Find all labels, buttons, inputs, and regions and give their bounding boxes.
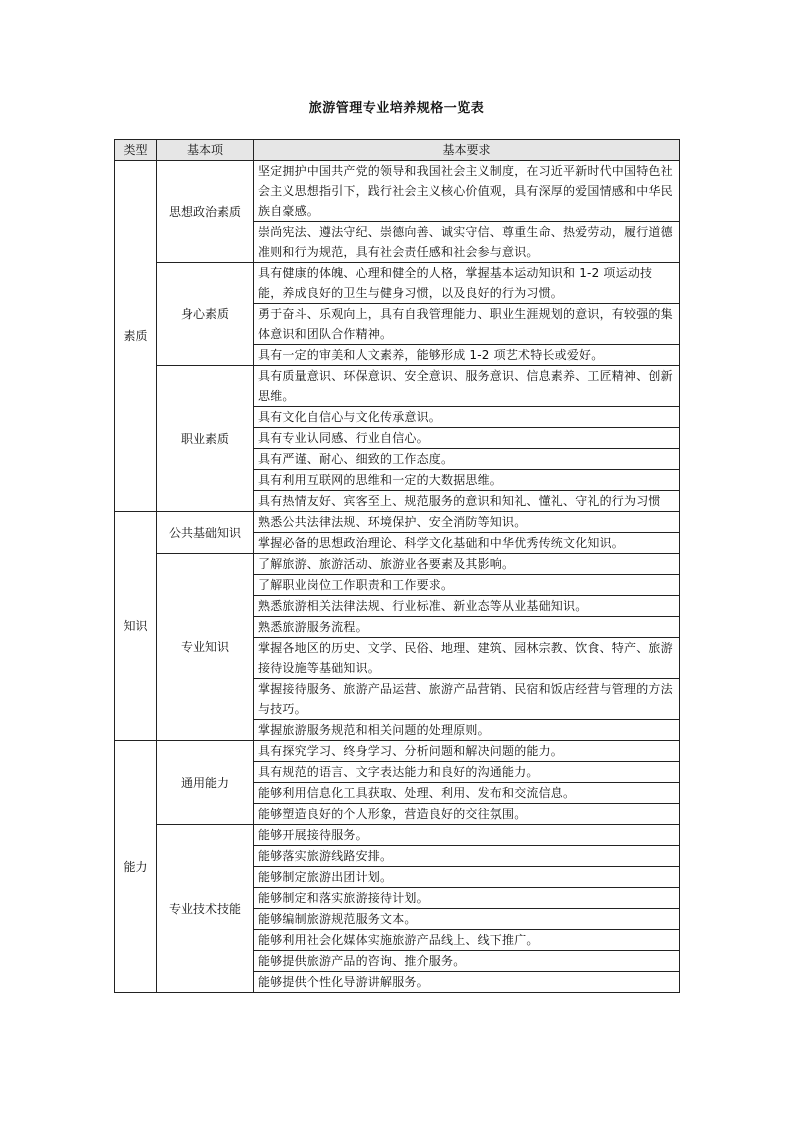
requirement-cell: 掌握旅游服务规范和相关问题的处理原则。 [254, 720, 680, 741]
table-row [115, 263, 680, 304]
requirement-cell: 勇于奋斗、乐观向上，具有自我管理能力、职业生涯规划的意识，有较强的集体意识和团队合作精神。 [254, 304, 680, 345]
type-cell-quality: 素质 [115, 161, 157, 512]
requirement-cell: 能够利用社会化媒体实施旅游产品线上、线下推广。 [254, 930, 680, 951]
item-cell-physical-mental: 身心素质 [157, 263, 254, 366]
requirement-cell: 了解职业岗位工作职责和工作要求。 [254, 575, 680, 596]
table-row [115, 512, 680, 533]
item-cell-public-knowledge: 公共基础知识 [157, 512, 254, 554]
item-cell-professional-skills: 专业技术技能 [157, 825, 254, 993]
table-row [115, 741, 680, 762]
requirement-cell: 具有专业认同感、行业自信心。 [254, 428, 680, 449]
item-cell-professional-quality: 职业素质 [157, 366, 254, 512]
item-cell-professional-knowledge: 专业知识 [157, 554, 254, 741]
requirement-cell: 具有严谨、耐心、细致的工作态度。 [254, 449, 680, 470]
table-row [115, 161, 680, 222]
type-cell-knowledge: 知识 [115, 512, 157, 741]
requirement-cell: 能够制定和落实旅游接待计划。 [254, 888, 680, 909]
requirement-cell: 掌握必备的思想政治理论、科学文化基础和中华优秀传统文化知识。 [254, 533, 680, 554]
requirement-cell: 具有热情友好、宾客至上、规范服务的意识和知礼、懂礼、守礼的行为习惯 [254, 491, 680, 512]
type-cell-ability: 能力 [115, 741, 157, 993]
header-item: 基本项 [157, 140, 254, 161]
requirement-cell: 熟悉旅游服务流程。 [254, 617, 680, 638]
table-header-row [115, 140, 680, 161]
requirement-cell: 能够制定旅游出团计划。 [254, 867, 680, 888]
requirement-cell: 能够落实旅游线路安排。 [254, 846, 680, 867]
requirement-cell: 能够开展接待服务。 [254, 825, 680, 846]
requirement-cell: 了解旅游、旅游活动、旅游业各要素及其影响。 [254, 554, 680, 575]
requirement-cell: 具有健康的体魄、心理和健全的人格，掌握基本运动知识和 1-2 项运动技能，养成良好的卫生与健身习惯，以及良好的行为习惯。 [254, 263, 680, 304]
table-row [115, 554, 680, 575]
requirement-cell: 能够塑造良好的个人形象，营造良好的交往氛围。 [254, 804, 680, 825]
requirement-cell: 崇尚宪法、遵法守纪、崇德向善、诚实守信、尊重生命、热爱劳动，履行道德准则和行为规范，具有社会责任感和社会参与意识。 [254, 222, 680, 263]
requirement-cell: 能够利用信息化工具获取、处理、利用、发布和交流信息。 [254, 783, 680, 804]
header-type: 类型 [115, 140, 157, 161]
requirement-cell: 具有利用互联网的思维和一定的大数据思维。 [254, 470, 680, 491]
item-cell-political: 思想政治素质 [157, 161, 254, 263]
header-requirement: 基本要求 [254, 140, 680, 161]
table-row [115, 825, 680, 846]
requirement-cell: 掌握各地区的历史、文学、民俗、地理、建筑、园林宗教、饮食、特产、旅游接待设施等基础知识。 [254, 638, 680, 679]
document-title: 旅游管理专业培养规格一览表 [308, 101, 485, 116]
requirement-cell: 掌握接待服务、旅游产品运营、旅游产品营销、民宿和饭店经营与管理的方法与技巧。 [254, 679, 680, 720]
requirement-cell: 具有探究学习、终身学习、分析问题和解决问题的能力。 [254, 741, 680, 762]
table-row [115, 366, 680, 407]
requirement-cell: 具有规范的语言、文字表达能力和良好的沟通能力。 [254, 762, 680, 783]
item-cell-general-ability: 通用能力 [157, 741, 254, 825]
requirement-cell: 能够提供个性化导游讲解服务。 [254, 972, 680, 993]
requirement-cell: 具有一定的审美和人文素养，能够形成 1-2 项艺术特长或爱好。 [254, 345, 680, 366]
requirement-cell: 能够提供旅游产品的咨询、推介服务。 [254, 951, 680, 972]
requirement-cell: 熟悉公共法律法规、环境保护、安全消防等知识。 [254, 512, 680, 533]
training-spec-table [114, 139, 680, 993]
requirement-cell: 具有质量意识、环保意识、安全意识、服务意识、信息素养、工匠精神、创新思维。 [254, 366, 680, 407]
requirement-cell: 坚定拥护中国共产党的领导和我国社会主义制度，在习近平新时代中国特色社会主义思想指引下，践行社会主义核心价值观，具有深厚的爱国情感和中华民族自豪感。 [254, 161, 680, 222]
requirement-cell: 能够编制旅游规范服务文本。 [254, 909, 680, 930]
requirement-cell: 具有文化自信心与文化传承意识。 [254, 407, 680, 428]
requirement-cell: 熟悉旅游相关法律法规、行业标准、新业态等从业基础知识。 [254, 596, 680, 617]
